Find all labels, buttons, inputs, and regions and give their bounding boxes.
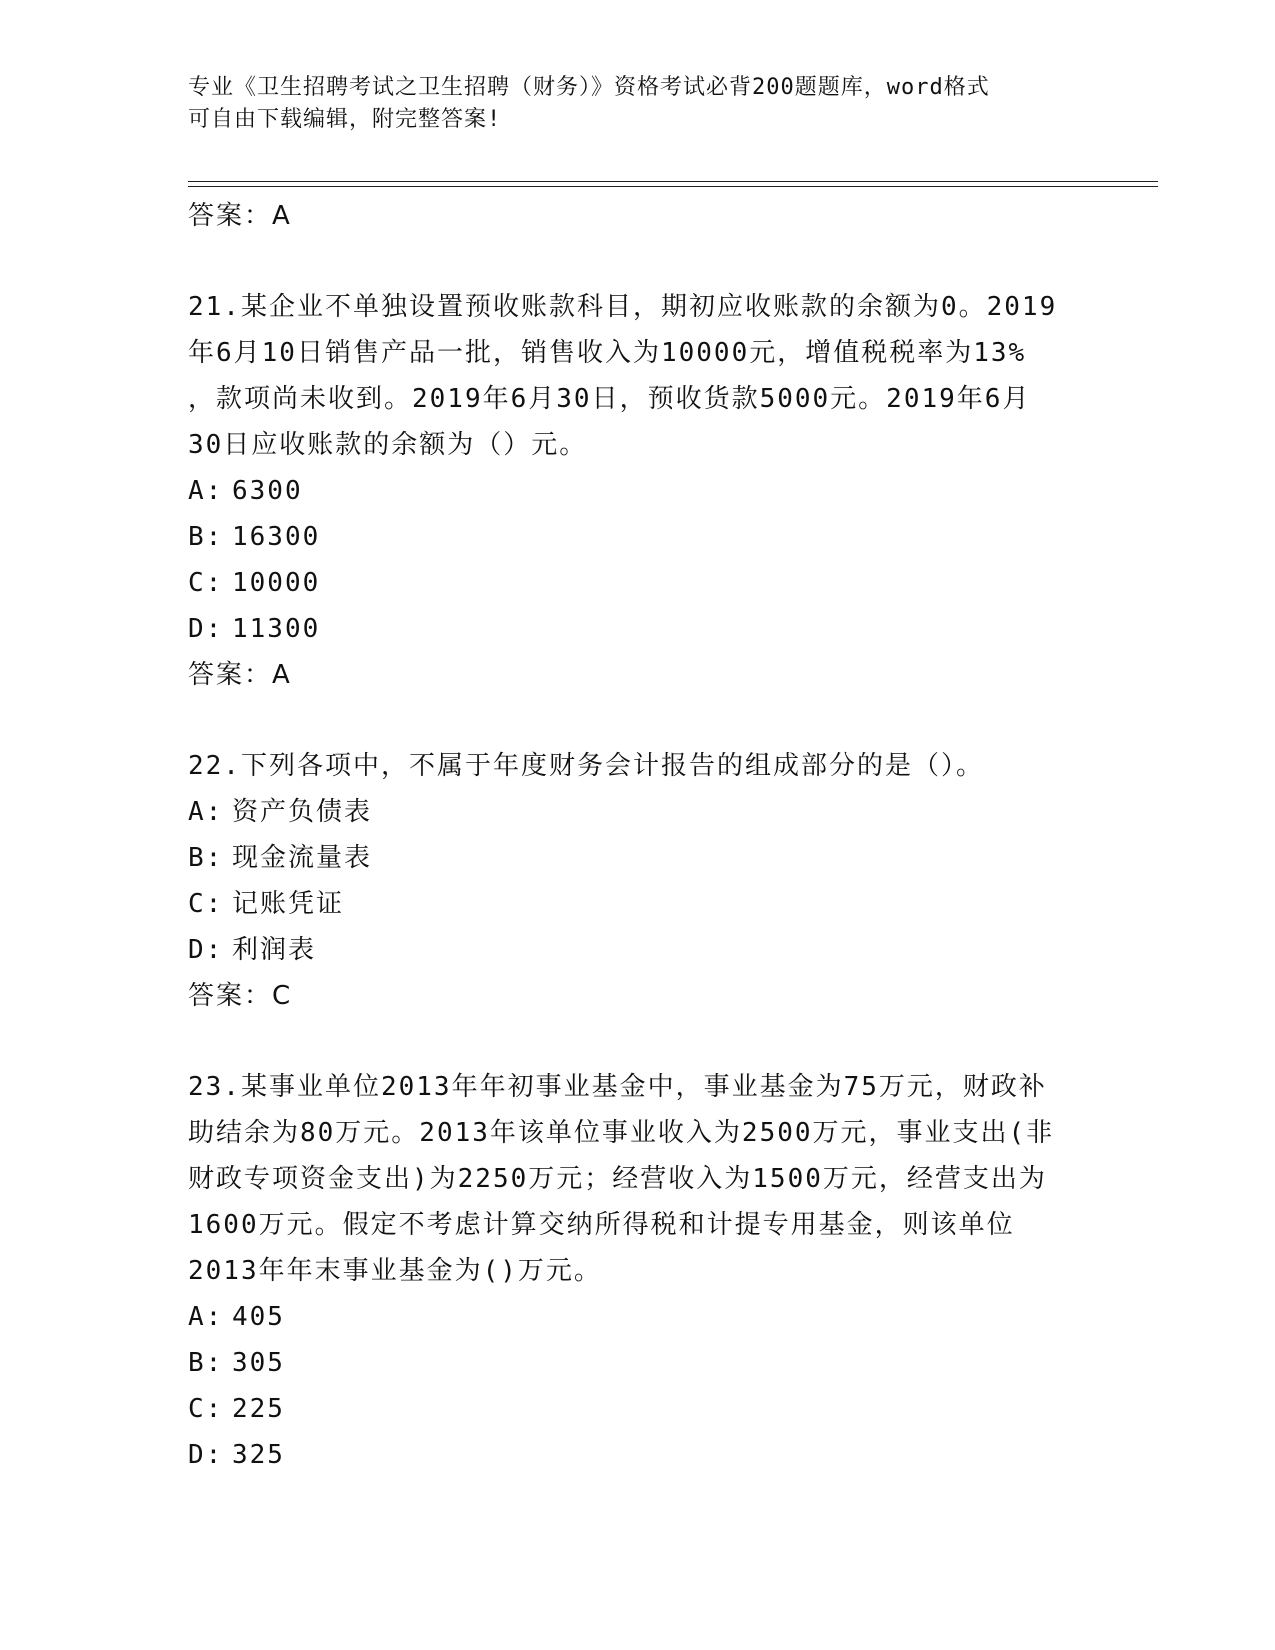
question-22-option-b: B: 现金流量表 [188, 843, 373, 873]
question-21-line-3: ，款项尚未收到。2019年6月30日，预收货款5000元。2019年6月 [188, 384, 1031, 414]
question-23 [188, 1064, 1088, 1294]
previous-answer: 答案：A [188, 201, 292, 231]
question-21-option-d: D: 11300 [188, 614, 321, 644]
question-21-line-4: 30日应收账款的余额为（）元。 [188, 430, 588, 460]
header-line-1: 专业《卫生招聘考试之卫生招聘（财务）》资格考试必背200题题库，word格式 [188, 75, 990, 100]
header-rule-top [188, 181, 1158, 182]
question-21-answer: 答案：A [188, 660, 292, 690]
question-21-line-2: 年6月10日销售产品一批，销售收入为10000元，增值税税率为13% [188, 338, 1027, 368]
question-21-option-a: A: 6300 [188, 476, 303, 506]
question-23-line-4: 1600万元。假定不考虑计算交纳所得税和计提专用基金，则该单位 [188, 1210, 1015, 1240]
header-line-2: 可自由下载编辑，附完整答案! [188, 107, 502, 132]
question-23-option-d: D: 325 [188, 1440, 285, 1470]
question-23-line-1: 23.某事业单位2013年年初事业基金中，事业基金为75万元，财政补 [188, 1072, 1047, 1102]
question-21-option-c: C: 10000 [188, 568, 321, 598]
document-body [188, 193, 1088, 1478]
question-22-option-c: C: 记账凭证 [188, 889, 345, 919]
question-22 [188, 743, 1088, 789]
question-23-line-5: 2013年年末事业基金为()万元。 [188, 1256, 602, 1286]
question-23-line-2: 助结余为80万元。2013年该单位事业收入为2500万元，事业支出(非 [188, 1118, 1055, 1148]
question-22-line-1: 22.下列各项中，不属于年度财务会计报告的组成部分的是（）。 [188, 751, 984, 781]
question-21-option-b: B: 16300 [188, 522, 321, 552]
header-rule-bottom [188, 186, 1158, 187]
question-23-option-a: A: 405 [188, 1302, 285, 1332]
question-22-answer: 答案：C [188, 981, 293, 1011]
question-21-line-1: 21.某企业不单独设置预收账款科目，期初应收账款的余额为0。2019 [188, 292, 1058, 322]
question-21 [188, 284, 1088, 468]
document-header [188, 72, 1078, 136]
question-23-option-b: B: 305 [188, 1348, 285, 1378]
question-22-option-d: D: 利润表 [188, 935, 317, 965]
question-23-line-3: 财政专项资金支出)为2250万元；经营收入为1500万元，经营支出为 [188, 1164, 1047, 1194]
question-22-option-a: A: 资产负债表 [188, 797, 373, 827]
question-23-option-c: C: 225 [188, 1394, 285, 1424]
